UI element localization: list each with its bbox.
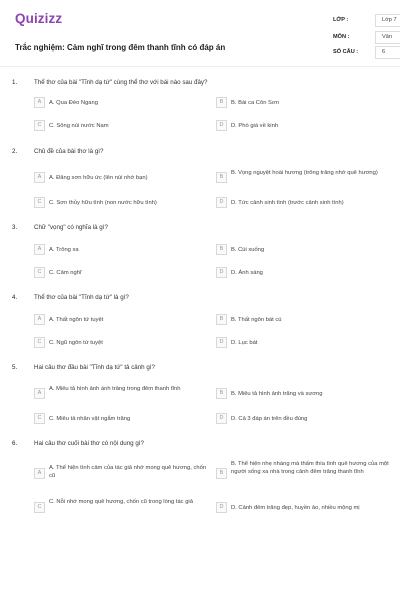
quizizz-logo: Quizizz (15, 11, 63, 26)
question-text: Hai câu thơ cuối bài thơ có nội dung gì? (34, 440, 144, 447)
option-letter-box: C (34, 120, 45, 131)
option-letter-box: A (34, 388, 45, 399)
meta-subject (333, 31, 400, 45)
option-text: B. Vọng nguyệt hoài hương (trông trăng nhớ quê hương) (231, 170, 378, 176)
option-text: B. Cúi xuống (231, 247, 265, 253)
option-letter-box: B (216, 244, 227, 255)
meta-question-count-label: SỐ CÂU : (333, 49, 359, 55)
worksheet-header (15, 11, 387, 65)
question-number: 1. (12, 79, 18, 86)
option-text: A. Trông xa (49, 247, 79, 253)
option-letter-box: D (216, 413, 227, 424)
meta-class (333, 14, 400, 28)
option-text: A. Thất ngôn tứ tuyệt (49, 317, 104, 323)
option-letter-box: D (216, 197, 227, 208)
option-text: C. Miêu tả nhân vật ngắm trăng (49, 416, 131, 422)
question-text: Chữ "vọng" có nghĩa là gì? (34, 224, 108, 231)
option-text: D. Cảnh đêm trăng đẹp, huyền ảo, nhiều mộng mị (231, 505, 360, 511)
option-text: B. Bài ca Côn Sơn (231, 100, 279, 106)
meta-question-count-value: 6 (375, 46, 400, 59)
header-divider (0, 66, 400, 67)
meta-subject-label: MÔN : (333, 34, 350, 40)
option-text: B. Thể hiện nhẹ nhàng mà thấm thía tình quê hương của một người sống xa nhà trong cảnh đêm trăng thanh tĩnh (231, 461, 389, 475)
option-letter-box: D (216, 267, 227, 278)
option-letter-box: B (216, 172, 227, 183)
option-text: A. Đăng sơn hữu ức (lên núi nhớ bạn) (49, 175, 148, 181)
option-letter-box: C (34, 197, 45, 208)
option-text: D. Ánh sáng (231, 270, 263, 276)
option-letter-box: D (216, 502, 227, 513)
option-letter-box: B (216, 97, 227, 108)
option-text: D. Lục bát (231, 340, 258, 346)
option-letter-box: C (34, 502, 45, 513)
question-text: Chủ đề của bài thơ là gì? (34, 148, 104, 155)
option-letter-box: B (216, 314, 227, 325)
option-text: A. Thể hiện tình cảm của tác giả nhớ mong quê hương, chốn cũ (49, 465, 207, 479)
option-letter-box: A (34, 97, 45, 108)
meta-subject-value: Văn (375, 31, 400, 44)
option-text: B. Thất ngôn bát cú (231, 317, 282, 323)
option-text: C. Ngũ ngôn tứ tuyệt (49, 340, 103, 346)
question-number: 5. (12, 364, 18, 371)
option-letter-box: C (34, 267, 45, 278)
question-number: 3. (12, 224, 18, 231)
option-text: C. Sơn thủy hữu tình (non nước hữu tình) (49, 200, 157, 206)
option-text: D. Phò giá về kinh (231, 123, 279, 129)
option-letter-box: C (34, 337, 45, 348)
worksheet-title: Trắc nghiệm: Cảm nghĩ trong đêm thanh tĩnh có đáp án (15, 43, 226, 52)
question-number: 2. (12, 148, 18, 155)
question-text: Thể thơ của bài "Tĩnh dạ tứ" là gì? (34, 294, 129, 301)
question-number: 6. (12, 440, 18, 447)
question-number: 4. (12, 294, 18, 301)
question-text: Thể thơ của bài "Tĩnh dạ tứ" cùng thể thơ với bài nào sau đây? (34, 79, 208, 86)
meta-class-label: LỚP : (333, 17, 349, 23)
meta-class-value: Lớp 7 (375, 14, 400, 27)
option-text: C. Sông núi nước Nam (49, 123, 109, 129)
option-text: C. Nỗi nhớ mong quê hương, chốn cũ trong lòng tác giả (49, 499, 193, 505)
option-letter-box: A (34, 468, 45, 479)
option-text: B. Miêu tả hình ảnh trăng và sương (231, 391, 323, 397)
option-letter-box: D (216, 337, 227, 348)
question-text: Hai câu thơ đầu bài "Tĩnh dạ tứ" tả cảnh gì? (34, 364, 155, 371)
option-text: D. Tức cảnh sinh tình (trước cảnh sinh tình) (231, 200, 344, 206)
option-text: D. Cả 3 đáp án trên đều đúng (231, 416, 308, 422)
option-letter-box: B (216, 388, 227, 399)
option-text: A. Miêu tả hình ảnh ánh trăng trong đêm thanh tĩnh (49, 386, 181, 392)
option-letter-box: A (34, 172, 45, 183)
option-letter-box: C (34, 413, 45, 424)
option-letter-box: B (216, 468, 227, 479)
meta-question-count (333, 46, 400, 60)
option-text: C. Cảm nghĩ (49, 270, 82, 276)
option-letter-box: D (216, 120, 227, 131)
option-letter-box: A (34, 244, 45, 255)
option-text: A. Qua Đèo Ngang (49, 100, 98, 106)
option-letter-box: A (34, 314, 45, 325)
